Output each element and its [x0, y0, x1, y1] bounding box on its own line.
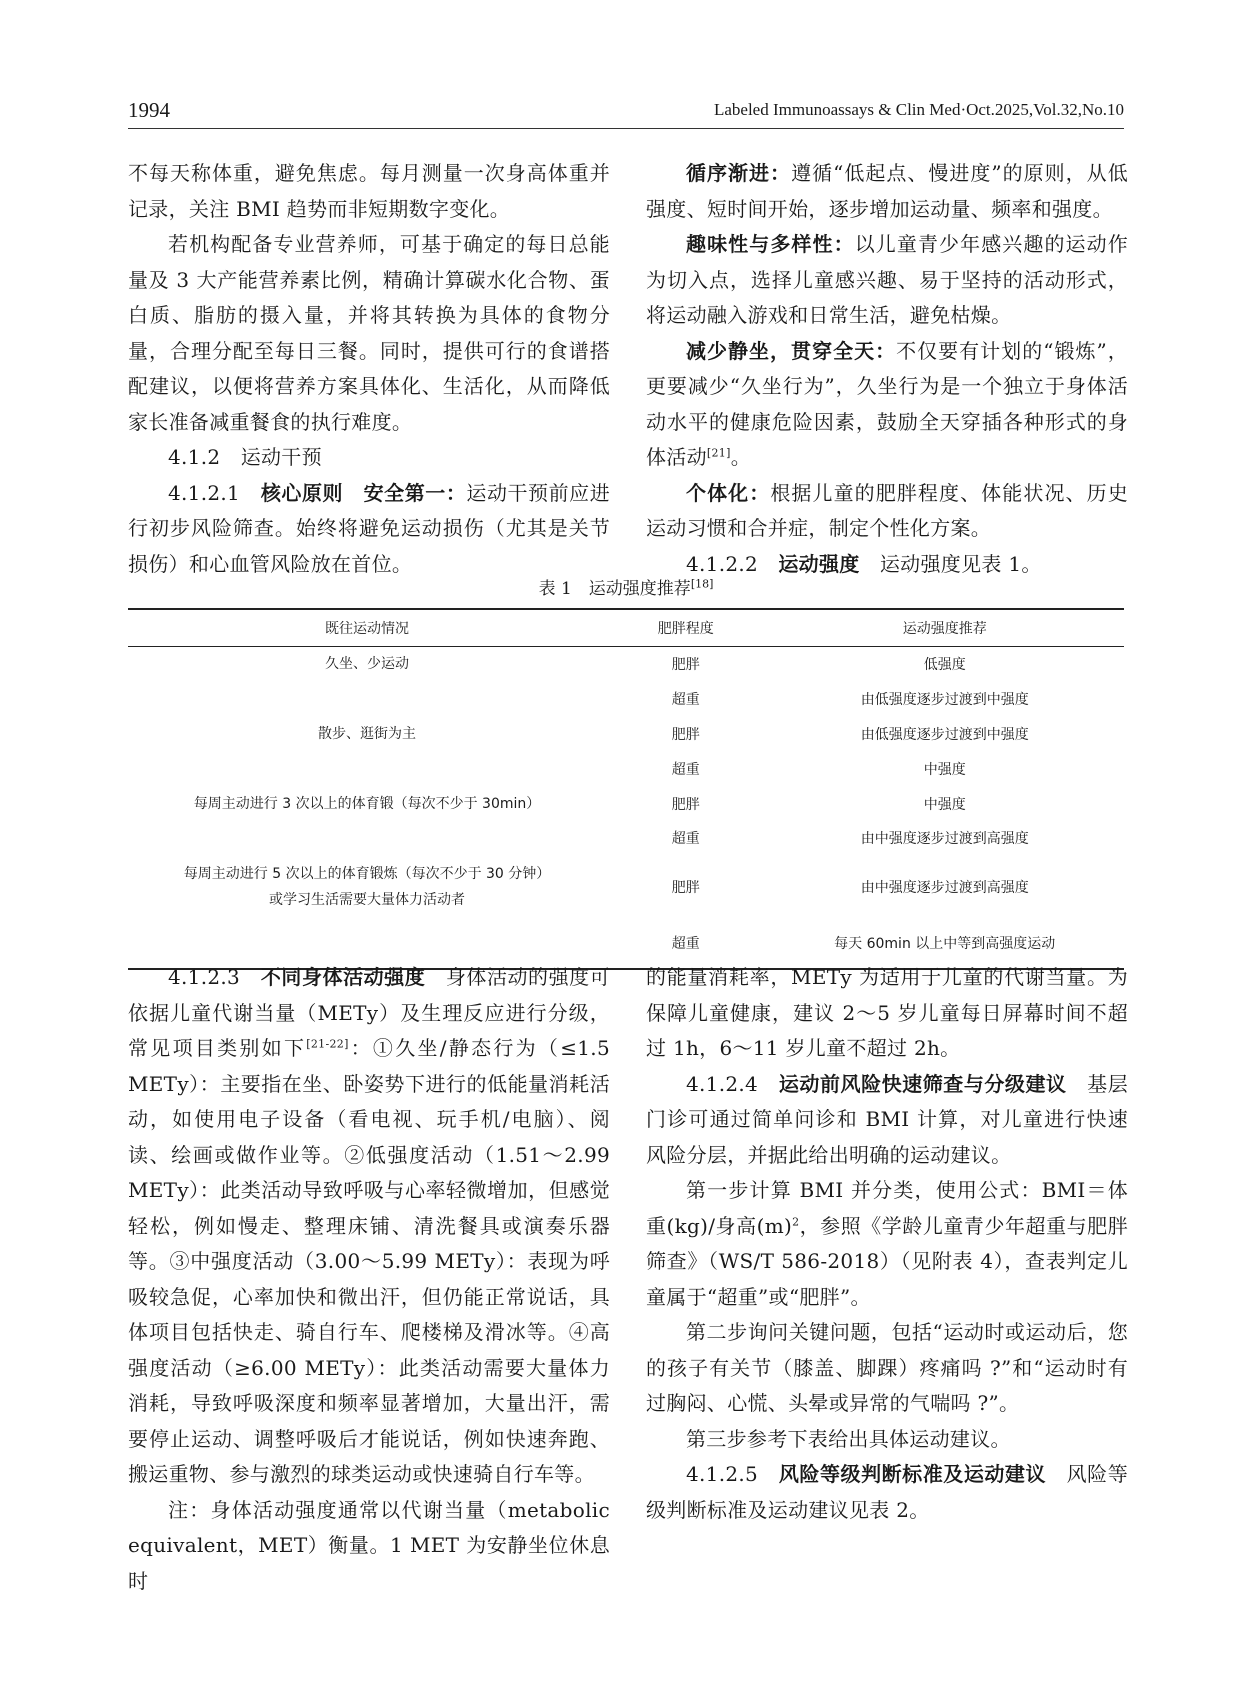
- body-text: 。: [730, 445, 751, 469]
- table-cell: 超重: [671, 761, 700, 778]
- paragraph: [646, 156, 1128, 227]
- page-number: 1994: [128, 98, 170, 122]
- paragraph: 的能量消耗率，METy 为适用于儿童的代谢当量。为保障儿童健康，建议 2～5 岁儿童每日屏幕时间不超过 1h，6～11 岁儿童不超过 2h。: [646, 965, 1128, 1060]
- cell-line: 或学习生活需要大量体力活动者: [269, 891, 466, 908]
- body-text: 根据儿童的肥胖程度、体能状况、历史运动习惯和合并症，制定个性化方案。: [646, 480, 1128, 540]
- section-heading: [128, 440, 610, 476]
- section-number: 4.1.2.1: [168, 480, 261, 505]
- table-cell: 中强度: [923, 761, 966, 778]
- cell-line: 每周主动进行 5 次以上的体育锻炼（每次不少于 30 分钟）: [183, 865, 551, 882]
- table-cell: 散步、逛街为主: [318, 725, 417, 742]
- keyword: 趣味性与多样性：: [686, 232, 855, 256]
- right-column-top: [646, 156, 1128, 582]
- table-cell: 由中强度逐步过渡到高强度: [860, 879, 1029, 896]
- table-cell: 超重: [671, 831, 700, 848]
- body-text: 身体活动的强度可依据儿童代谢当量（METy）及生理反应进行分级，常见项目类别如下: [128, 965, 611, 1060]
- keyword: 减少静坐，贯穿全天：: [686, 338, 897, 363]
- paragraph: [646, 1173, 1128, 1315]
- table-cell: 肥胖: [671, 796, 700, 813]
- paragraph: [128, 476, 610, 583]
- table-cell: [128, 856, 606, 918]
- paragraph: [646, 1457, 1128, 1528]
- citation-ref: [21]: [706, 446, 731, 460]
- heading-text: 4.1.2 运动干预: [168, 445, 322, 469]
- exercise-intensity-table: [128, 608, 1124, 970]
- table-cell: 由低强度逐步过渡到中强度: [860, 692, 1029, 709]
- column-header: 既往运动情况: [128, 609, 606, 647]
- table-cell: 中强度: [923, 796, 966, 813]
- table-cell: 肥胖: [671, 726, 700, 743]
- paragraph: 不每天称体重，避免焦虑。每月测量一次身高体重并记录，关注 BMI 趋势而非短期数字变化。: [128, 161, 610, 221]
- left-column-bottom: [128, 960, 610, 1599]
- column-header: 运动强度推荐: [765, 609, 1124, 647]
- paragraph: 若机构配备专业营养师，可基于确定的每日总能量及 3 大产能营养素比例，精确计算碳水化合物、蛋白质、脂肪的摄入量，并将其转换为具体的食物分量，合理分配至每日三餐。同时，提供可行的食谱搭配建议，以便将营养方案具体化、生活化，从而降低家长准备减重餐食的执行难度。: [128, 232, 610, 434]
- column-header: 肥胖程度: [606, 609, 765, 647]
- citation-ref: [18]: [690, 577, 714, 591]
- table-cell: 低强度: [923, 657, 966, 674]
- citation-ref: [21-22]: [306, 1037, 349, 1051]
- table-row: [128, 786, 1124, 821]
- paragraph: [646, 476, 1128, 547]
- left-column-top: [128, 156, 610, 582]
- body-text: 风险等级判断标准及运动建议见表 2。: [646, 1462, 1128, 1522]
- table-caption: [128, 574, 1124, 599]
- body-text: 遵循“低起点、慢进度”的原则，从低强度、短时间开始，逐步增加运动量、频率和强度。: [646, 161, 1128, 221]
- table-cell: 由中强度逐步过渡到高强度: [860, 831, 1029, 848]
- table-cell: 超重: [606, 918, 765, 969]
- section-title: 运动强度: [778, 551, 860, 576]
- keyword: 安全第一：: [343, 480, 467, 505]
- note-paragraph: 注：身体活动强度通常以代谢当量（metabolic equivalent，MET）衡量。1 MET 为安静坐位休息时: [128, 1497, 610, 1593]
- table-row: [128, 647, 1124, 682]
- table-cell: 肥胖: [671, 657, 700, 674]
- section-title: 核心原则: [260, 480, 344, 505]
- section-number: 4.1.2.4: [686, 1071, 779, 1096]
- body-text: 以儿童青少年感兴趣的运动作为切入点，选择儿童感兴趣、易于坚持的活动形式，将运动融入游戏和日常生活，避免枯燥。: [646, 232, 1128, 327]
- table-row: [128, 751, 1124, 786]
- body-text: 不仅要有计划的“锻炼”，更要减少“久坐行为”，久坐行为是一个独立于身体活动水平的健康危险因素，鼓励全天穿插各种形式的身体活动: [646, 338, 1128, 469]
- paragraph: [646, 227, 1128, 334]
- body-text: 基层门诊可通过简单问诊和 BMI 计算，对儿童进行快速风险分层，并据此给出明确的运动建议。: [646, 1071, 1128, 1167]
- table-row: [128, 717, 1124, 752]
- table-cell: [128, 821, 606, 856]
- table-cell: 肥胖: [671, 879, 700, 896]
- running-header: [128, 98, 1124, 129]
- right-column-bottom: [646, 960, 1128, 1528]
- body-text: 运动干预前应进行初步风险筛查。始终将避免运动损伤（尤其是关节损伤）和心血管风险放在首位。: [128, 480, 610, 576]
- table-cell: 久坐、少运动: [325, 656, 410, 673]
- paragraph: 第三步参考下表给出具体运动建议。: [686, 1426, 1011, 1451]
- body-text: 运动强度见表 1。: [859, 551, 1042, 576]
- table-row: [128, 856, 1124, 918]
- section-number: 4.1.2.5: [686, 1462, 779, 1486]
- table-cell: 每天 60min 以上中等到高强度运动: [765, 918, 1124, 969]
- body-text: ，参照《学龄儿童青少年超重与肥胖筛查》（WS/T 586-2018）（见附表 4），查表判定儿童属于“超重”或“肥胖”。: [646, 1213, 1128, 1309]
- section-title: 不同身体活动强度: [260, 965, 426, 989]
- caption-text: 表 1 运动强度推荐: [538, 579, 691, 599]
- paragraph: 第二步询问关键问题，包括“运动时或运动后，您的孩子有关节（膝盖、脚踝）疼痛吗 ?”和“运动时有过胸闷、心慌、头晕或异常的气喘吗 ?”。: [646, 1320, 1128, 1415]
- body-text: 第一步计算 BMI 并分类，使用公式：BMI＝体重(kg)/身高(m): [646, 1178, 1128, 1238]
- table-row: [128, 821, 1124, 856]
- keyword: 个体化：: [686, 480, 771, 505]
- section-number: 4.1.2.2: [686, 551, 779, 576]
- table-cell: [128, 682, 606, 717]
- section-title: 运动前风险快速筛查与分级建议: [778, 1071, 1067, 1096]
- superscript: 2: [792, 1214, 800, 1228]
- section-number: 4.1.2.3: [168, 965, 261, 989]
- paragraph: [646, 334, 1128, 476]
- table-cell: 由低强度逐步过渡到中强度: [860, 726, 1029, 743]
- table-cell: [128, 751, 606, 786]
- section-title: 风险等级判断标准及运动建议: [778, 1462, 1047, 1486]
- table-header-row: [128, 609, 1124, 647]
- table-cell: 超重: [671, 692, 700, 709]
- keyword: 循序渐进：: [686, 161, 792, 185]
- body-text: ：①久坐/静态行为（≤1.5 METy）：主要指在坐、卧姿势下进行的低能量消耗活动，如使用电子设备（看电视、玩手机/电脑）、阅读、绘画或做作业等。②低强度活动（1.51～2.99 METy）：此类活动导致呼吸与心率轻微增加，但感觉轻松，例如慢走、整理床铺、清洗餐具或演奏乐器等。③中强度活动（3.00～5.99 METy）：表现为呼吸较急促，心率加快和微出汗，但仍能正常说话，具体项目包括快走、骑自行车、爬楼梯及滑冰等。④高强度活动（≥6.00 METy）：此类活动需要大量体力消耗，导致呼吸深度和频率显著增加，大量出汗，需要停止运动、调整呼吸后才能说话，例如快速奔跑、搬运重物、参与激烈的球类运动或快速骑自行车等。: [128, 1036, 610, 1486]
- journal-citation: Labeled Immunoassays & Clin Med·Oct.2025,Vol.32,No.10: [713, 100, 1124, 119]
- table-cell: 每周主动进行 3 次以上的体育锻（每次不少于 30min）: [193, 795, 541, 812]
- table-row: [128, 682, 1124, 717]
- paragraph: [128, 960, 610, 1493]
- paragraph: [646, 1067, 1128, 1174]
